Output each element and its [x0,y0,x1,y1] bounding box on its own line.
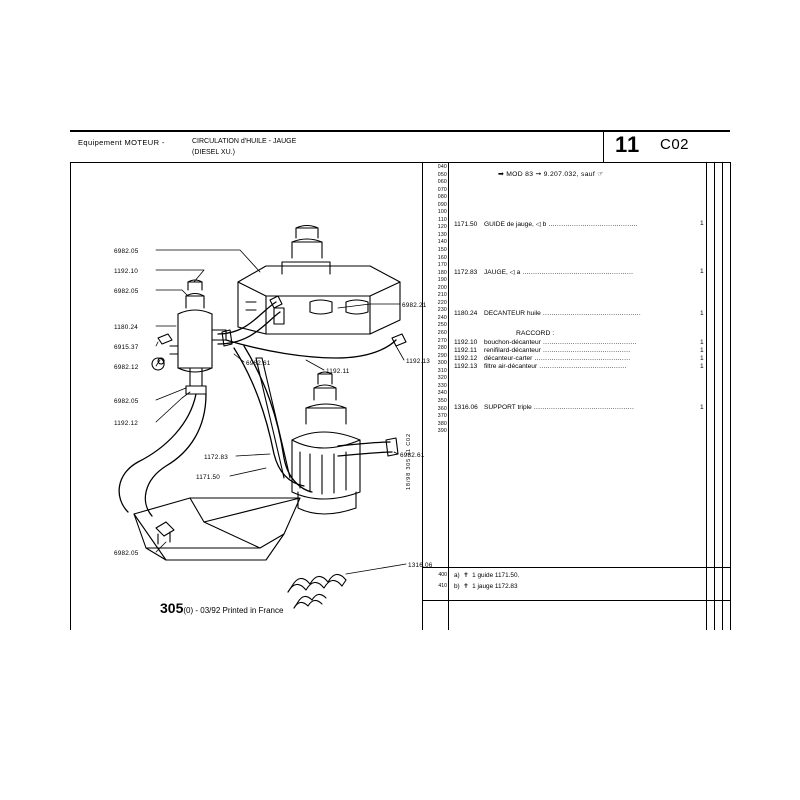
gutter-line-number: 040 [437,164,447,170]
part-description: JAUGE, [484,269,508,276]
frame-divider-1 [422,162,423,630]
diagram-callout-label[interactable]: 6982.05 [114,398,139,405]
diagram-callout-label[interactable]: 1316.06 [408,562,433,569]
gutter-line-number: 330 [437,382,447,389]
gutter-line-number: 310 [437,367,447,374]
gutter-line-number: 160 [437,254,447,261]
exploded-diagram [70,162,433,630]
part-quantity: 1 [700,363,704,370]
gutter-line-number: 300 [437,360,447,367]
gutter-line-number: 080 [437,194,447,201]
part-reference: 1316.06 [454,404,478,411]
part-description: décanteur-carter [484,355,533,362]
gutter-line-number: 250 [437,322,447,329]
part-reference: 1192.11 [454,347,477,354]
leader-dots: .......................................... [546,221,638,228]
gutter-line-number: 110 [438,216,447,223]
gutter-line-number: 210 [437,292,447,299]
diagram-callout-label[interactable]: 1192.10 [114,268,139,275]
part-reference: 1172.83 [454,269,478,276]
part-quantity: 1 [700,347,704,354]
footnote-marker: b) [454,583,460,590]
part-description: bouchon-décanteur [484,339,541,346]
diagram-callout-label[interactable]: 1172.83 [204,454,229,461]
cross-icon: ✝ [461,572,471,579]
diagram-callout-label[interactable]: 6982.12 [114,364,139,371]
gutter-line-number: 280 [437,345,447,352]
line-number-gutter [425,164,447,436]
gutter-line-number: 050 [437,171,447,178]
part-reference: 1192.13 [454,363,478,370]
part-reference: 1192.12 [454,355,478,362]
frame-right-rule-4 [730,162,731,630]
diagram-callout-label[interactable]: 1192.11 [326,368,350,375]
page-variant: (0) [183,606,194,615]
part-description: GUIDE de jauge, [484,221,534,228]
diagram-callout-label[interactable]: 6982.61 [246,360,271,367]
section-title: Equipement MOTEUR - [78,138,165,147]
diagram-callout-label[interactable]: 6982.05 [114,550,139,557]
diagram-callout-label[interactable]: 1192.13 [406,358,431,365]
footnotes [454,570,519,592]
gutter-line-number: 170 [437,262,447,269]
footnote-row [454,581,519,592]
gutter-line-number: 180 [437,269,447,276]
gutter-line-number: 140 [437,239,447,246]
subtitle-line-1: CIRCULATION d'HUILE - JAUGE [192,138,297,145]
diagram-callout-label[interactable]: 1192.12 [114,420,139,427]
page-number: 305 [160,600,184,616]
part-description: SUPPORT triple [484,404,532,411]
gutter-line-number: 410 [438,583,447,589]
parts-entry[interactable] [454,347,704,354]
gutter-line-number: 320 [437,375,447,382]
part-quantity: 1 [700,404,704,411]
leader-dots: ............................................. [532,355,631,362]
diagram-callout-label[interactable]: 6982.05 [114,288,139,295]
gutter-line-number: 360 [437,405,447,412]
gutter-line-number: 240 [437,314,447,321]
cross-icon: ✝ [461,583,471,590]
plate-code: C02 [660,136,690,153]
mod-note [498,170,604,178]
part-quantity: 1 [700,220,704,227]
mod-note-text: MOD 83 ➞ 9.207.032, sauf [506,171,596,178]
parts-entry[interactable] [454,310,704,317]
gutter-line-number: 090 [437,201,447,208]
part-description: renifilard-décanteur [484,347,541,354]
gutter-line-number: 400 [438,572,447,578]
gutter-line-number: 130 [437,231,447,238]
part-quantity: 1 [700,268,704,275]
parts-entry[interactable] [454,220,704,228]
gutter-line-number: 230 [437,307,447,314]
part-description: DECANTEUR huile [484,310,541,317]
frame-right-rule-3 [722,162,723,630]
part-reference: 1192.10 [454,339,478,346]
gutter-line-number: 120 [437,224,447,231]
parts-entry[interactable] [454,339,704,346]
parts-plate [70,130,730,630]
footnote-row [454,570,519,581]
frame-right-rule-2 [714,162,715,630]
diagram-callout-label[interactable]: 6982.05 [114,248,139,255]
leader-dots: .................................................... [520,269,634,276]
leader-dots: ............................................... [531,404,635,411]
footnote-marker: a) [454,572,460,579]
frame-right-rule-1 [706,162,707,630]
diagram-callout-label[interactable]: 6982.21 [402,302,427,309]
part-quantity: 1 [700,355,704,362]
footnote-ref-icon: ◁ a [507,269,521,276]
gutter-line-number: 380 [437,420,447,427]
table-bottom-rule [422,600,730,601]
gutter-line-number: 070 [437,186,447,193]
part-reference: 1171.50 [454,221,478,228]
diagram-callout-label[interactable]: 6982.61 [400,452,425,459]
group-label: RACCORD : [516,330,555,337]
arrow-right-icon: ➡ [498,171,504,178]
subtitle [192,136,296,158]
parts-entry[interactable] [454,355,704,362]
part-description: filtre air-décanteur [484,363,538,370]
gutter-line-number: 270 [437,337,447,344]
leader-dots: ......................................... [540,347,631,354]
gutter-line-number: 370 [437,413,447,420]
diagram-callout-label[interactable]: 1180.24 [114,324,139,331]
footnote-ref-icon: ◁ b [533,221,547,228]
gutter-line-number: 390 [437,428,447,435]
gutter-line-number: 220 [437,299,447,306]
frame-divider-2 [448,162,449,630]
gutter-line-number: 200 [437,284,447,291]
header-divider [603,130,604,162]
gutter-line-number: 150 [437,247,447,254]
side-code: 18/98 305 11 C02 [406,433,412,490]
leader-dots: ............................................ [540,339,637,346]
subtitle-line-2: (DIESEL XU.) [192,149,235,156]
leader-dots: ......................................... [537,363,627,370]
diagram-drawing [70,162,422,630]
gutter-line-number: 060 [437,179,447,186]
imprint: - 03/92 Printed in France [195,606,284,615]
table-top-rule [422,162,730,163]
plate-number: 11 [615,132,641,157]
footnote-text: 1 jauge 1172.83 [472,583,518,590]
gutter-line-number: 290 [437,352,447,359]
diagram-callout-label[interactable]: 6915.37 [114,344,139,351]
parts-entry[interactable] [454,404,704,411]
gutter-line-number: 340 [437,390,447,397]
parts-entry[interactable] [454,268,704,276]
gutter-line-number: 260 [437,330,447,337]
part-reference: 1180.24 [454,310,478,317]
parts-entry[interactable] [454,363,704,370]
gutter-line-number: 350 [437,397,447,404]
footnote-text: 1 guide 1171.50. [472,572,520,579]
gutter-line-number: 190 [437,277,447,284]
part-quantity: 1 [700,310,704,317]
table-mid-rule [422,567,730,568]
leader-dots: .............................................. [540,310,641,317]
gutter-line-number: 100 [437,209,447,216]
part-quantity: 1 [700,339,704,346]
footnote-symbol-icon: ☞ [597,171,604,178]
footnote-line-numbers [425,570,447,592]
diagram-callout-label[interactable]: 1171.50 [196,474,221,481]
